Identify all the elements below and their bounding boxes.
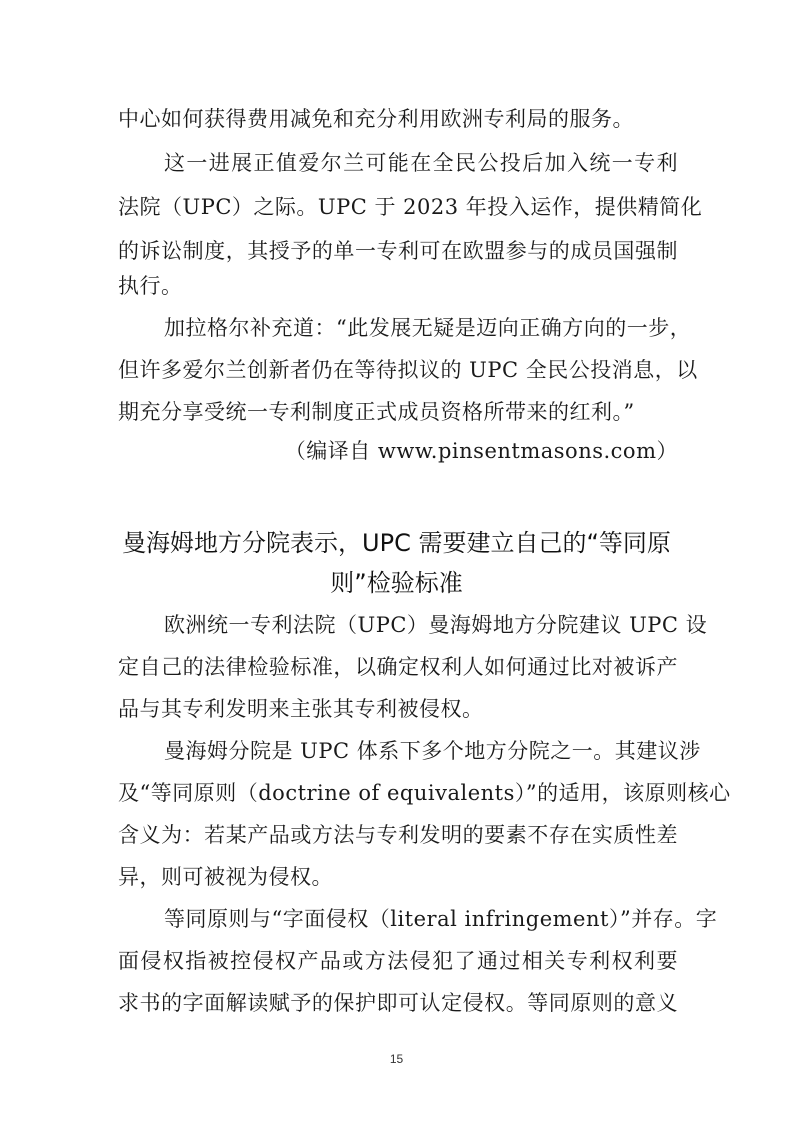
- paragraph-line: 及“等同原则（doctrine of equivalents）”的适用，该原则核心: [118, 781, 731, 805]
- paragraph-line: 加拉格尔补充道：“此发展无疑是迈向正确方向的一步，: [164, 316, 692, 340]
- paragraph-line: 曼海姆分院是 UPC 体系下多个地方分院之一。其建议涉: [164, 739, 701, 763]
- source-citation: （编译自 www.pinsentmasons.com）: [284, 439, 678, 463]
- paragraph-line: 欧洲统一专利法院（UPC）曼海姆地方分院建议 UPC 设: [164, 613, 708, 637]
- paragraph-line: 含义为：若某产品或方法与专利发明的要素不存在实质性差: [118, 823, 678, 847]
- paragraph-line: 期充分享受统一专利制度正式成员资格所带来的红利。”: [118, 400, 635, 424]
- paragraph-line: 的诉讼制度，其授予的单一专利可在欧盟参与的成员国强制: [118, 239, 678, 263]
- paragraph-line: 执行。: [118, 274, 183, 298]
- paragraph-line: 中心如何获得费用减免和充分利用欧洲专利局的服务。: [118, 107, 634, 131]
- paragraph-line: 异，则可被视为侵权。: [118, 865, 333, 889]
- page-number: 15: [389, 1052, 404, 1066]
- paragraph-line: 法院（UPC）之际。UPC 于 2023 年投入运作，提供精简化: [118, 195, 703, 219]
- article-title: 曼海姆地方分院表示，UPC 需要建立自己的“等同原: [122, 529, 671, 557]
- paragraph-line: 定自己的法律检验标准，以确定权利人如何通过比对被诉产: [118, 655, 678, 679]
- paragraph-line: 求书的字面解读赋予的保护即可认定侵权。等同原则的意义: [118, 991, 678, 1015]
- paragraph-line: 但许多爱尔兰创新者仍在等待拟议的 UPC 全民公投消息，以: [118, 358, 698, 382]
- article-title: 则”检验标准: [330, 569, 463, 597]
- paragraph-line: 品与其专利发明来主张其专利被侵权。: [118, 697, 484, 721]
- paragraph-line: 面侵权指被控侵权产品或方法侵犯了通过相关专利权利要: [118, 949, 678, 973]
- paragraph-line: 等同原则与“字面侵权（literal infringement）”并存。字: [164, 907, 718, 931]
- paragraph-line: 这一进展正值爱尔兰可能在全民公投后加入统一专利: [164, 151, 678, 175]
